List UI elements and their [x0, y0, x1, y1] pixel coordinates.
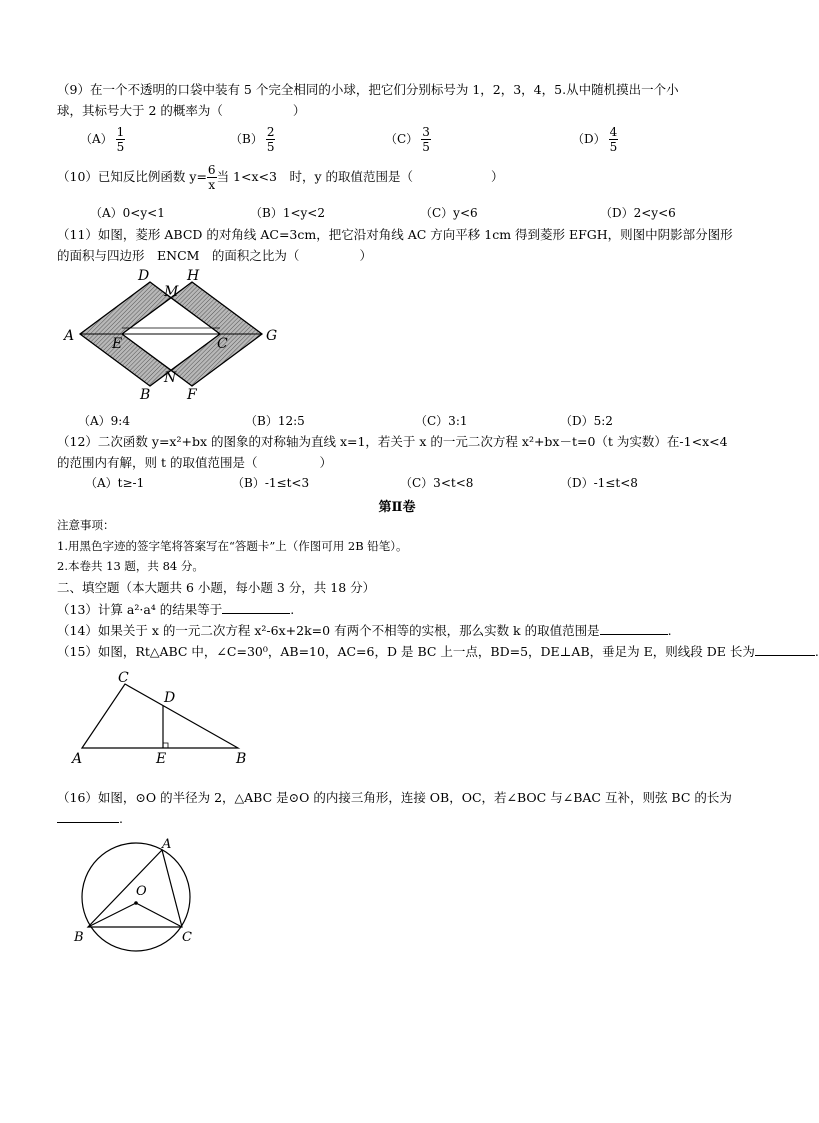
- q11-close: ）: [359, 248, 372, 263]
- label-b: B: [74, 930, 84, 945]
- q9-line2: [57, 101, 305, 119]
- q11-option-c: （C）3:1: [415, 414, 468, 428]
- q12-line1: （12）二次函数 y=x²+bx 的图象的对称轴为直线 x=1，若关于 x 的一元二次方程 x²+bx－t=0（t 为实数）在-1<x<4: [57, 434, 728, 449]
- q12-option-b: （B）-1≤t<3: [232, 476, 310, 490]
- q12-option-a: （A）t≥-1: [85, 476, 145, 490]
- segment-oc: [136, 903, 182, 927]
- q11-option-b: （B）12:5: [245, 414, 305, 428]
- label-f: F: [187, 387, 197, 403]
- q11-option-a: （A）9:4: [78, 414, 130, 428]
- denominator: 5: [422, 140, 430, 154]
- triangle-abc: [82, 684, 238, 748]
- q9-option-c-fraction: [421, 125, 431, 154]
- q10-line: [57, 163, 504, 192]
- q10-option-a: （A）0<y<1: [90, 206, 165, 220]
- q11-line1: （11）如图，菱形 ABCD 的对角线 AC=3cm，把它沿对角线 AC 方向平移 1cm 得到菱形 EFGH，则图中阴影部分图形: [57, 227, 733, 242]
- denominator: 5: [609, 140, 618, 154]
- q10-option-d: （D）2<y<6: [600, 206, 676, 220]
- q16-circle-figure: [70, 835, 210, 955]
- label-h: H: [187, 268, 200, 284]
- q9-option-c-label: （C）: [385, 132, 419, 146]
- right-angle-mark: [163, 743, 168, 748]
- part2-title: 第Ⅱ卷: [378, 500, 416, 515]
- q9-option-b: [230, 125, 275, 154]
- label-c: C: [217, 336, 228, 352]
- note-1: 1.用黑色字迹的签字笔将答案写在“答题卡”上（作图可用 2B 铅笔）。: [57, 539, 408, 553]
- q10-prefix: （10）已知反比例函数 y=: [57, 169, 207, 184]
- q14-line: [57, 621, 672, 639]
- q15-triangle-figure: [70, 668, 260, 768]
- q12-option-d: （D）-1≤t<8: [560, 476, 638, 490]
- numerator: 4: [609, 125, 618, 139]
- q10-option-c: （C）y<6: [420, 206, 478, 220]
- label-b: B: [236, 751, 247, 767]
- q15-line: [57, 642, 819, 660]
- center-point-o: [134, 901, 138, 905]
- denominator: 5: [266, 140, 275, 154]
- label-a: A: [72, 751, 83, 767]
- note-2: 2.本卷共 13 题，共 84 分。: [57, 559, 204, 573]
- q10-option-b: （B）1<y<2: [250, 206, 325, 220]
- triangle-abc: [88, 850, 182, 927]
- numerator: 2: [266, 125, 275, 139]
- q16-line2: [57, 810, 123, 826]
- q12-option-c: （C）3<t<8: [400, 476, 474, 490]
- q12-stem: 的范围内有解，则 t 的取值范围是（: [57, 455, 258, 470]
- denominator: 5: [116, 140, 125, 154]
- q11-stem: 的面积与四边形 ENCM 的面积之比为（: [57, 248, 300, 263]
- q9-option-a-fraction: [116, 125, 126, 154]
- label-m: M: [164, 284, 179, 300]
- q13-line: [57, 600, 294, 618]
- label-a: A: [64, 328, 75, 344]
- q9-close: ）: [292, 103, 306, 118]
- label-o: O: [136, 884, 147, 899]
- notes-title: 注意事项：: [57, 518, 115, 532]
- q13-answer-blank[interactable]: [222, 601, 290, 614]
- q10-suffix: 当 1<x<3 时，y 的取值范围是（: [216, 169, 413, 184]
- q13-stem: （13）计算 a²·a⁴ 的结果等于: [57, 602, 223, 617]
- segment-ob: [88, 903, 136, 927]
- q9-option-b-fraction: [266, 125, 276, 154]
- q9-option-a-label: （A）: [80, 132, 113, 146]
- label-c: C: [182, 930, 192, 945]
- q13-end: .: [290, 602, 295, 617]
- label-d: D: [138, 268, 150, 284]
- q9-option-b-label: （B）: [230, 132, 263, 146]
- q9-option-c: [385, 125, 431, 154]
- q12-line2: [57, 453, 332, 471]
- label-a: A: [162, 837, 172, 852]
- q14-stem: （14）如果关于 x 的一元二次方程 x²-6x+2k=0 有两个不相等的实根，那么实数 k 的取值范围是: [57, 623, 600, 638]
- q14-end: .: [667, 623, 672, 638]
- q15-answer-blank[interactable]: [755, 643, 815, 656]
- q10-close: ）: [490, 169, 504, 184]
- q16-end: .: [119, 811, 123, 826]
- q12-close: ）: [319, 455, 332, 470]
- label-c: C: [118, 670, 129, 686]
- q9-line1: （9）在一个不透明的口袋中装有 5 个完全相同的小球，把它们分别标号为 1，2，3，4，5.从中随机摸出一个小: [57, 82, 679, 97]
- denominator: x: [208, 178, 216, 192]
- q15-end: .: [814, 644, 819, 659]
- q10-fraction: [207, 163, 217, 192]
- label-g: G: [266, 328, 278, 344]
- label-b: B: [140, 387, 151, 403]
- numerator: 3: [422, 125, 430, 139]
- q15-stem: （15）如图，Rt△ABC 中，∠C=30⁰，AB=10，AC=6，D 是 BC 上一点，BD=5，DE⊥AB，垂足为 E，则线段 DE 长为: [57, 644, 755, 659]
- q9-stem: 球，其标号大于 2 的概率为（: [57, 103, 223, 118]
- q16-line1: （16）如图，⊙O 的半径为 2，△ABC 是⊙O 的内接三角形，连接 OB，OC，若∠BOC 与∠BAC 互补，则弦 BC 的长为: [57, 790, 732, 805]
- label-e: E: [156, 751, 167, 767]
- q9-option-d-fraction: [609, 125, 619, 154]
- q11-option-d: （D）5:2: [560, 414, 613, 428]
- section-fill-blank: 二、填空题（本大题共 6 小题，每小题 3 分，共 18 分）: [57, 580, 376, 595]
- q9-option-a: [80, 125, 125, 154]
- q11-rhombus-figure: [60, 262, 290, 402]
- numerator: 1: [116, 125, 125, 139]
- label-n: N: [164, 370, 177, 386]
- q16-answer-blank[interactable]: [57, 810, 119, 823]
- label-e: E: [112, 336, 123, 352]
- numerator: 6: [207, 163, 216, 177]
- q9-option-d-label: （D）: [572, 132, 606, 146]
- q9-option-d: [572, 125, 618, 154]
- label-d: D: [164, 690, 176, 706]
- q14-answer-blank[interactable]: [600, 622, 668, 635]
